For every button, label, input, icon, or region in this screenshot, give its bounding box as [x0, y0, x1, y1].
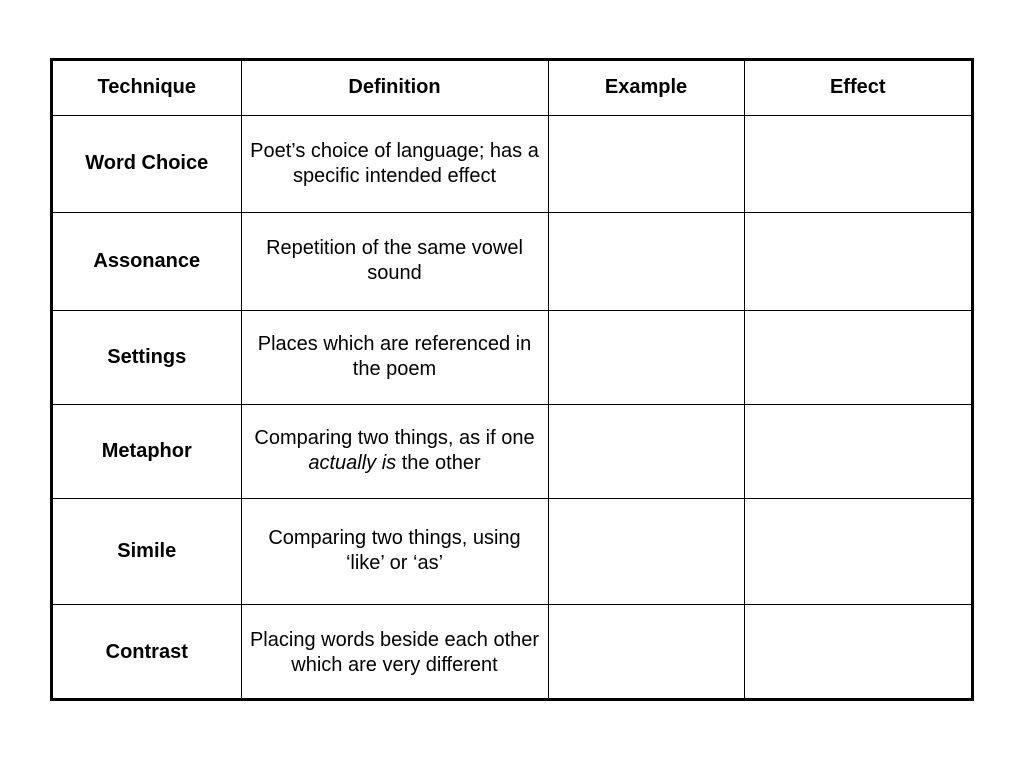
table-row — [53, 498, 971, 604]
definition-cell: Placing words beside each other which are very different — [241, 604, 548, 701]
technique-cell: Metaphor — [53, 404, 241, 498]
header-effect: Effect — [744, 61, 971, 115]
table-row — [53, 604, 971, 701]
techniques-table — [50, 58, 974, 701]
effect-cell — [744, 404, 971, 498]
header-example: Example — [548, 61, 744, 115]
definition-text-before: Comparing two things, as if one — [254, 427, 535, 449]
definition-text-after: the other — [396, 452, 481, 474]
definition-cell — [241, 404, 548, 498]
definition-emphasis: actually is — [308, 452, 397, 474]
effect-cell — [744, 310, 971, 404]
technique-cell: Settings — [53, 310, 241, 404]
definition-cell: Repetition of the same vowel sound — [241, 212, 548, 310]
technique-cell: Contrast — [53, 604, 241, 701]
techniques-grid — [53, 61, 971, 701]
example-cell — [548, 498, 744, 604]
technique-cell: Simile — [53, 498, 241, 604]
definition-cell: Comparing two things, using ‘like’ or ‘as’ — [241, 498, 548, 604]
header-definition: Definition — [241, 61, 548, 115]
table-row — [53, 310, 971, 404]
effect-cell — [744, 498, 971, 604]
example-cell — [548, 115, 744, 212]
example-cell — [548, 404, 744, 498]
table-row — [53, 212, 971, 310]
example-cell — [548, 310, 744, 404]
definition-cell: Places which are referenced in the poem — [241, 310, 548, 404]
technique-cell: Word Choice — [53, 115, 241, 212]
definition-cell: Poet’s choice of language; has a specific intended effect — [241, 115, 548, 212]
effect-cell — [744, 212, 971, 310]
effect-cell — [744, 604, 971, 701]
table-row — [53, 404, 971, 498]
header-row — [53, 61, 971, 115]
effect-cell — [744, 115, 971, 212]
example-cell — [548, 604, 744, 701]
header-technique: Technique — [53, 61, 241, 115]
example-cell — [548, 212, 744, 310]
technique-cell: Assonance — [53, 212, 241, 310]
table-row — [53, 115, 971, 212]
